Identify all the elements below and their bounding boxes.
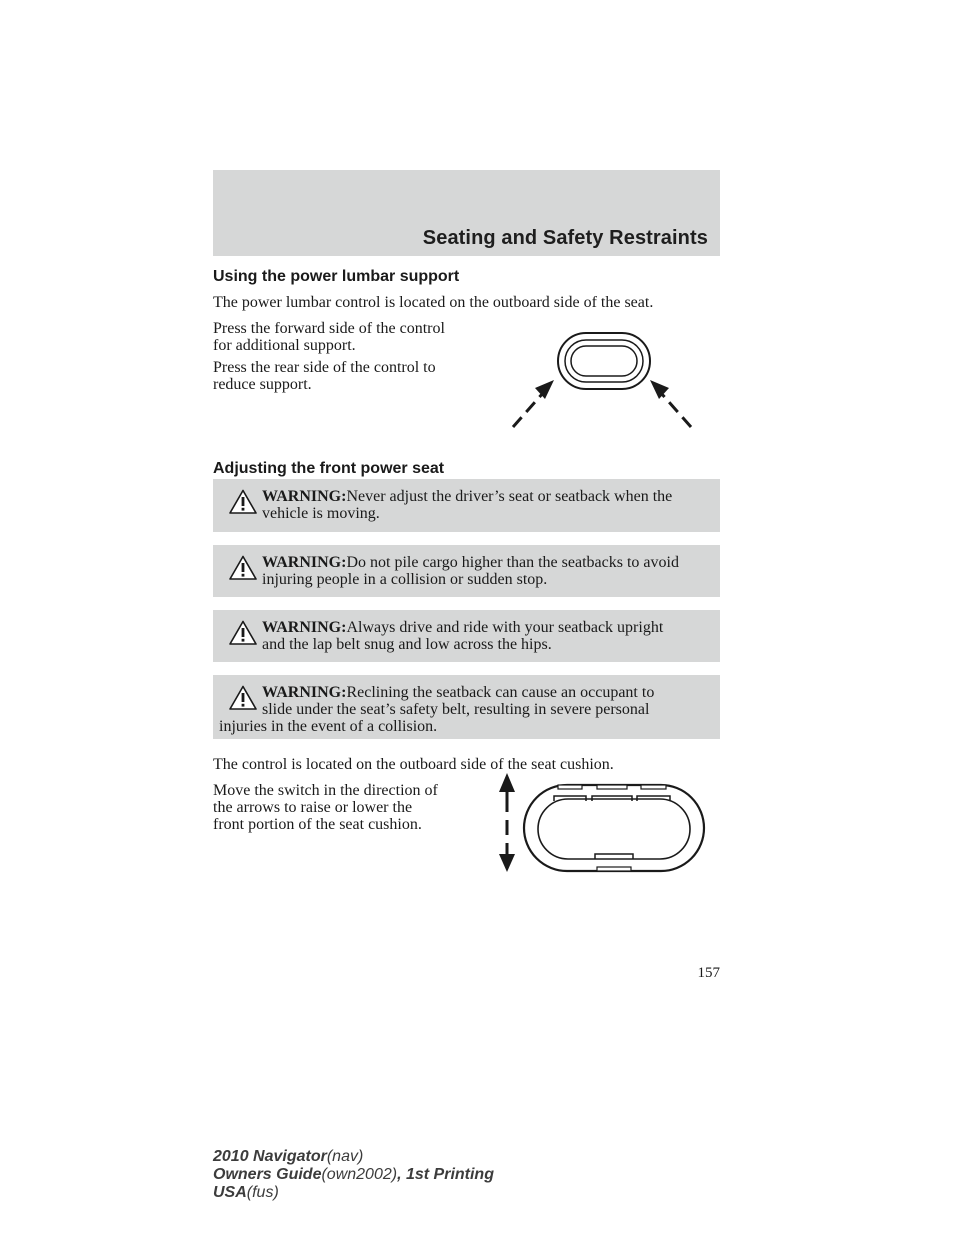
warning-label: WARNING: (262, 488, 347, 505)
seat-control-location: The control is located on the outboard side of the seat cushion. (213, 756, 614, 773)
lumbar-step-forward-line1: Press the forward side of the control (213, 320, 445, 337)
seat-move-line2: the arrows to raise or lower the (213, 799, 413, 816)
lumbar-step-forward (213, 320, 445, 354)
lumbar-heading: Using the power lumbar support (213, 268, 460, 285)
section-header-bar (213, 170, 720, 256)
warning-box-4 (213, 675, 720, 739)
warning-line: injuring people in a collision or sudden stop. (262, 571, 548, 588)
footer-model: 2010 Navigator (213, 1148, 327, 1165)
warning-triangle-icon (229, 685, 257, 710)
seat-move-line1: Move the switch in the direction of (213, 782, 438, 799)
lumbar-intro: The power lumbar control is located on the outboard side of the seat. (213, 294, 654, 311)
warning-line: slide under the seat’s safety belt, resulting in severe personal (262, 701, 650, 718)
footer-region-code: (fus) (246, 1184, 279, 1201)
footer-guide-code: (own2002) (321, 1166, 398, 1183)
lumbar-step-rear (213, 359, 436, 393)
warning-triangle-icon (229, 555, 257, 580)
seat-move-instructions (213, 782, 438, 833)
lumbar-control-figure (505, 325, 700, 435)
lumbar-step-rear-line2: reduce support. (213, 376, 312, 393)
warning-line: Do not pile cargo higher than the seatbacks to avoid (346, 554, 679, 571)
seat-move-line3: front portion of the seat cushion. (213, 816, 422, 833)
warning-box-3 (213, 610, 720, 662)
warning-line: injuries in the event of a collision. (219, 718, 438, 735)
warning-line: and the lap belt snug and low across the hips. (262, 636, 552, 653)
warning-line: Always drive and ride with your seatback upright (346, 619, 664, 636)
warning-text-1 (262, 488, 714, 522)
warning-text-2 (262, 554, 714, 588)
footer-guide-label: Owners Guide (213, 1166, 322, 1183)
warning-label: WARNING: (262, 554, 347, 571)
warning-label: WARNING: (262, 619, 347, 636)
warning-line: vehicle is moving. (262, 505, 380, 522)
footer-model-code: (nav) (326, 1148, 364, 1165)
warning-box-1 (213, 479, 720, 532)
warning-line: Never adjust the driver’s seat or seatback when the (346, 488, 673, 505)
section-title: Seating and Safety Restraints (422, 227, 708, 249)
page-number: 157 (697, 965, 720, 981)
footer-region: USA (213, 1184, 247, 1201)
footer-printing: , 1st Printing (397, 1166, 494, 1183)
seat-heading: Adjusting the front power seat (213, 460, 445, 477)
warning-text-4 (262, 684, 714, 718)
warning-triangle-icon (229, 489, 257, 514)
warning-triangle-icon (229, 620, 257, 645)
warning-box-2 (213, 545, 720, 597)
warning-line: Reclining the seatback can cause an occupant to (346, 684, 655, 701)
seat-switch-figure (492, 770, 710, 875)
lumbar-step-forward-line2: for additional support. (213, 337, 356, 354)
warning-text-3 (262, 619, 714, 653)
lumbar-step-rear-line1: Press the rear side of the control to (213, 359, 436, 376)
warning-label: WARNING: (262, 684, 347, 701)
document-footer (213, 1148, 494, 1202)
